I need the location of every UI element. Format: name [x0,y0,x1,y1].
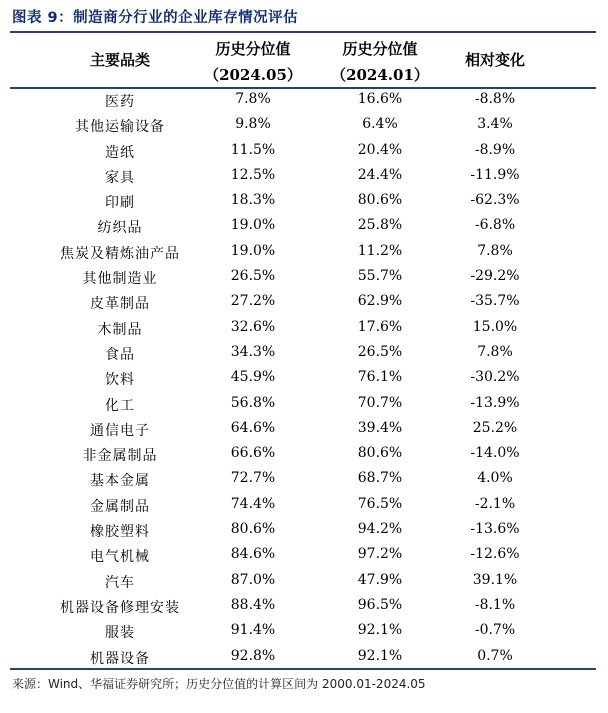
table-row [0,543,608,568]
hist-2024-01-cell: 6.4% [362,116,398,133]
hist-2024-05-cell: 80.6% [230,521,276,538]
table-row [0,619,608,644]
bottom-rule [10,668,596,670]
hist-2024-01-cell: 20.4% [357,141,403,158]
hist-2024-01-cell: 39.4% [357,419,403,436]
hist-2024-05-cell: 91.4% [230,622,276,639]
hist-2024-05-cell: 12.5% [230,166,276,183]
change-cell: -8.1% [474,596,516,613]
header-hist-2024-01-line1: 历史分位值 [342,40,418,58]
change-cell: -8.9% [474,141,516,158]
change-cell: -12.6% [470,546,520,563]
hist-2024-05-cell: 72.7% [230,470,276,487]
table-row [0,341,608,366]
hist-2024-05-cell: 11.5% [230,141,276,158]
hist-2024-01-cell: 47.9% [357,571,403,588]
category-cell: 非金属制品 [82,448,158,465]
hist-2024-05-cell: 19.0% [230,242,276,259]
hist-2024-01-cell: 70.7% [357,394,403,411]
category-cell: 家具 [105,169,135,186]
source-note: 来源：Wind、华福证券研究所；历史分位值的计算区间为 2000.01-2024.05 [12,677,426,691]
hist-2024-05-cell: 64.6% [230,419,276,436]
category-cell: 机器设备 [90,650,150,667]
change-cell: 7.8% [477,242,513,259]
category-cell: 医药 [105,94,135,110]
hist-2024-05-cell: 34.3% [230,343,276,360]
hist-2024-01-cell: 16.6% [357,91,403,107]
table-row [0,189,608,214]
hist-2024-01-cell: 17.6% [357,318,403,335]
category-cell: 焦炭及精炼油产品 [60,245,180,262]
change-cell: 7.8% [477,343,513,360]
hist-2024-01-cell: 11.2% [357,242,403,259]
category-cell: 食品 [105,346,135,363]
hist-2024-01-cell: 96.5% [357,596,403,613]
change-cell: -8.8% [474,91,516,107]
table-row [0,214,608,239]
change-cell: 3.4% [477,116,513,133]
table-row [0,366,608,391]
table-row [0,467,608,492]
hist-2024-01-cell: 25.8% [357,217,403,234]
category-cell: 金属制品 [90,498,150,515]
table-row [0,417,608,442]
table-row [0,240,608,265]
hist-2024-01-cell: 97.2% [357,546,403,563]
table-row [0,645,608,670]
change-cell: -11.9% [470,166,520,183]
hist-2024-01-cell: 80.6% [357,192,403,209]
hist-2024-01-cell: 94.2% [357,521,403,538]
hist-2024-05-cell: 27.2% [230,293,276,310]
change-cell: 39.1% [472,571,518,588]
hist-2024-01-cell: 26.5% [357,343,403,360]
hist-2024-01-cell: 24.4% [357,166,403,183]
hist-2024-05-cell: 56.8% [230,394,276,411]
table-row [0,290,608,315]
change-cell: 4.0% [477,470,513,487]
change-cell: -13.9% [470,394,520,411]
change-cell: -2.1% [474,495,516,512]
hist-2024-01-cell: 80.6% [357,445,403,462]
table-row [0,493,608,518]
table-row [0,392,608,417]
category-cell: 纺织品 [97,220,143,237]
hist-2024-05-cell: 87.0% [230,571,276,588]
table-row [0,518,608,543]
hist-2024-05-cell: 32.6% [230,318,276,335]
hist-2024-05-cell: 18.3% [230,192,276,209]
table-row [0,88,608,113]
hist-2024-01-cell: 55.7% [357,268,403,285]
change-cell: 15.0% [472,318,518,335]
header-hist-2024-01-line2: （2024.01） [331,66,429,84]
table-row [0,594,608,619]
change-cell: 0.7% [477,647,513,664]
category-cell: 其他运输设备 [75,119,165,136]
hist-2024-05-cell: 45.9% [230,369,276,386]
category-cell: 化工 [105,397,135,414]
change-cell: -30.2% [470,369,520,386]
category-cell: 电气机械 [90,549,150,566]
category-cell: 其他制造业 [82,271,158,288]
header-category: 主要品类 [89,51,150,69]
category-cell: 通信电子 [90,422,150,439]
category-cell: 橡胶塑料 [90,524,150,541]
hist-2024-01-cell: 76.1% [357,369,403,386]
category-cell: 木制品 [97,321,143,338]
table-body [0,88,608,670]
header-change: 相对变化 [464,51,525,69]
hist-2024-05-cell: 74.4% [230,495,276,512]
hist-2024-01-cell: 92.1% [357,622,403,639]
change-cell: -14.0% [470,445,520,462]
change-cell: -0.7% [474,622,516,639]
hist-2024-01-cell: 62.9% [357,293,403,310]
change-cell: -62.3% [470,192,520,209]
figure-title: 图表 9：制造商分行业的企业库存情况评估 [12,10,299,26]
table-row [0,569,608,594]
category-cell: 皮革制品 [90,296,150,313]
hist-2024-05-cell: 9.8% [235,116,271,133]
table-row [0,113,608,138]
hist-2024-05-cell: 7.8% [235,91,271,107]
table-row [0,164,608,189]
table-row [0,265,608,290]
change-cell: 25.2% [472,419,518,436]
change-cell: -13.6% [470,521,520,538]
category-cell: 汽车 [105,574,135,591]
category-cell: 基本金属 [90,473,150,490]
change-cell: -35.7% [470,293,520,310]
change-cell: -6.8% [474,217,516,234]
table-row [0,316,608,341]
hist-2024-05-cell: 66.6% [230,445,276,462]
category-cell: 印刷 [105,195,135,212]
table-row [0,139,608,164]
header-hist-2024-05-line1: 历史分位值 [215,40,291,58]
category-cell: 机器设备修理安装 [60,599,180,616]
hist-2024-05-cell: 84.6% [230,546,276,563]
top-rule [10,31,596,33]
category-cell: 饮料 [105,372,135,389]
hist-2024-01-cell: 68.7% [357,470,403,487]
header-hist-2024-05-line2: （2024.05） [204,66,302,84]
hist-2024-01-cell: 76.5% [357,495,403,512]
table-row [0,442,608,467]
hist-2024-01-cell: 92.1% [357,647,403,664]
hist-2024-05-cell: 92.8% [230,647,276,664]
hist-2024-05-cell: 19.0% [230,217,276,234]
category-cell: 服装 [105,625,135,642]
hist-2024-05-cell: 26.5% [230,268,276,285]
category-cell: 造纸 [105,144,135,161]
hist-2024-05-cell: 88.4% [230,596,276,613]
change-cell: -29.2% [470,268,520,285]
